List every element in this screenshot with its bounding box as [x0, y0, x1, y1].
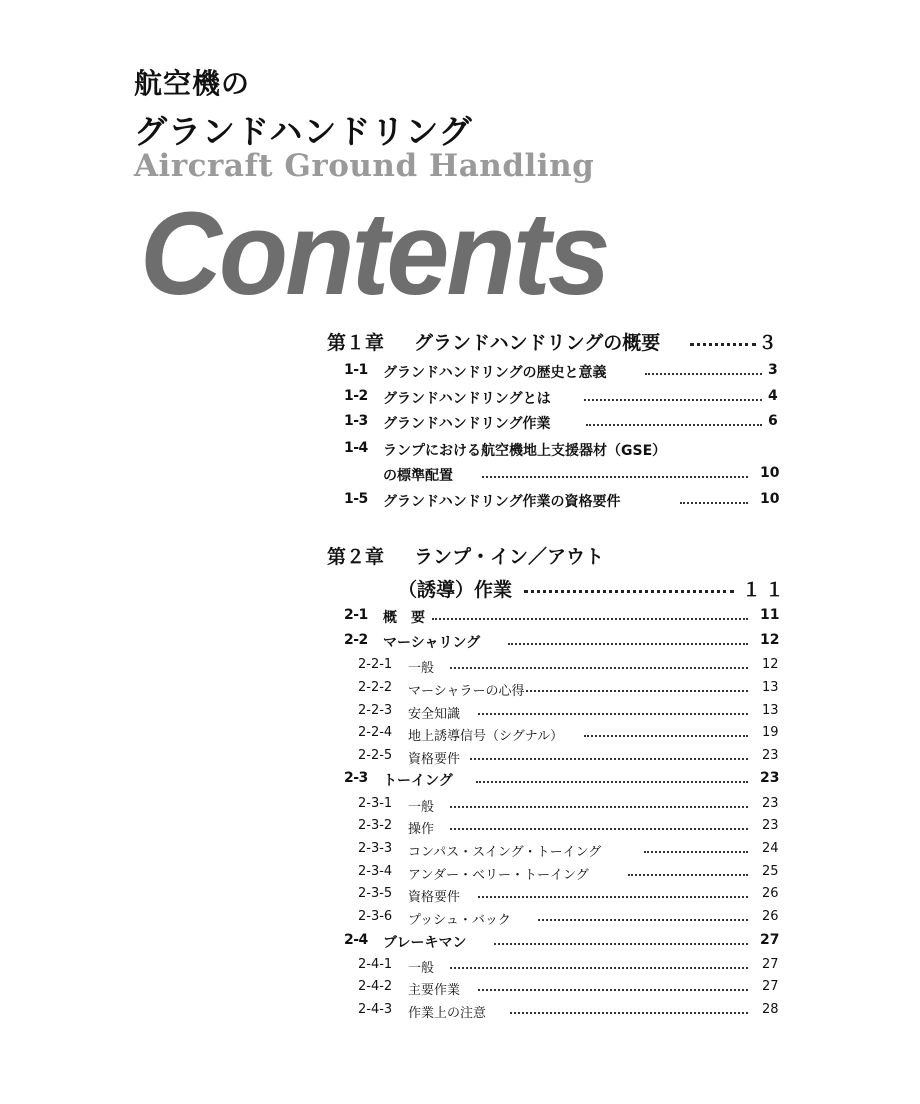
entry-number: 2-3-6	[358, 909, 393, 924]
entry-number: 2-2-3	[358, 703, 393, 718]
entry-page: 3	[768, 362, 778, 378]
entry-number: 2-3-1	[358, 796, 393, 811]
entry-page: 27	[760, 932, 780, 948]
entry-title: プッシュ・バック	[408, 913, 511, 928]
entry-number: 2-3	[344, 770, 368, 786]
dot-leader	[690, 343, 756, 346]
entry-number: 2-2	[344, 632, 368, 648]
entry-number: 2-1	[344, 607, 368, 623]
entry-title: アンダー・ベリー・トーイング	[408, 868, 589, 883]
entry-page: 27	[762, 979, 779, 994]
entry-title: 作業上の注意	[408, 1006, 487, 1021]
entry-page: 11	[760, 607, 780, 623]
entry-number: 1-5	[344, 491, 368, 507]
dot-leader	[508, 643, 748, 645]
dot-leader	[432, 618, 748, 620]
entry-number: 2-2-4	[358, 725, 393, 740]
chapter1-label: 第１章	[327, 332, 385, 354]
chapter2-title-line1: ランプ・イン／アウト	[414, 546, 605, 568]
dot-leader	[450, 806, 748, 808]
entry-number: 2-4-1	[358, 957, 393, 972]
entry-number: 2-2-1	[358, 657, 393, 672]
contents-heading: Contents	[140, 188, 608, 320]
entry-page: 13	[762, 680, 779, 695]
entry-title: 地上誘導信号（シグナル）	[408, 729, 564, 744]
entry-page: 19	[762, 725, 779, 740]
entry-page: 10	[760, 465, 780, 481]
dot-leader	[450, 967, 748, 969]
dot-leader	[482, 476, 748, 478]
entry-title: 資格要件	[408, 890, 461, 905]
entry-title-continued: の標準配置	[383, 468, 453, 484]
entry-number: 2-3-3	[358, 841, 393, 856]
dot-leader	[584, 735, 748, 737]
dot-leader	[494, 943, 748, 945]
entry-page: 23	[762, 818, 779, 833]
entry-title: 主要作業	[408, 983, 461, 998]
entry-number: 2-2-5	[358, 748, 393, 763]
entry-title: 一般	[408, 961, 435, 976]
dot-leader	[586, 424, 762, 426]
chapter2-page: １１	[742, 579, 789, 601]
entry-page: 12	[762, 657, 779, 672]
title-en: Aircraft Ground Handling	[134, 148, 595, 184]
entry-title: 資格要件	[408, 752, 461, 767]
entry-page: 23	[762, 748, 779, 763]
entry-number: 2-3-5	[358, 886, 393, 901]
entry-title: 概 要	[383, 610, 425, 626]
dot-leader	[476, 781, 748, 783]
entry-number: 2-4	[344, 932, 368, 948]
dot-leader	[645, 373, 762, 375]
chapter1-title: グランドハンドリングの概要	[414, 332, 661, 354]
entry-page: 24	[762, 841, 779, 856]
dot-leader	[524, 590, 734, 593]
dot-leader	[680, 502, 748, 504]
entry-page: 23	[760, 770, 780, 786]
entry-page: 27	[762, 957, 779, 972]
entry-page: 10	[760, 491, 780, 507]
entry-title: グランドハンドリングの歴史と意義	[383, 365, 607, 381]
chapter2-label: 第２章	[327, 546, 385, 568]
entry-number: 1-1	[344, 362, 368, 378]
dot-leader	[478, 896, 748, 898]
chapter1-page: ３	[758, 332, 778, 354]
entry-title: 安全知識	[408, 707, 461, 722]
entry-title: コンパス・スイング・トーイング	[408, 845, 602, 860]
entry-title: グランドハンドリング作業の資格要件	[383, 494, 621, 510]
entry-title: ランプにおける航空機地上支援器材（GSE）	[383, 443, 667, 459]
dot-leader	[478, 989, 748, 991]
entry-number: 1-3	[344, 413, 368, 429]
dot-leader	[526, 690, 748, 692]
entry-number: 1-4	[344, 440, 368, 456]
dot-leader	[450, 828, 748, 830]
entry-title: マーシャリング	[383, 635, 481, 651]
entry-page: 26	[762, 886, 779, 901]
entry-page: 28	[762, 1002, 779, 1017]
dot-leader	[538, 919, 748, 921]
dot-leader	[628, 874, 748, 876]
dot-leader	[644, 851, 748, 853]
entry-number: 2-4-3	[358, 1002, 393, 1017]
entry-title: ブレーキマン	[383, 935, 467, 951]
dot-leader	[450, 667, 748, 669]
entry-page: 6	[768, 413, 778, 429]
entry-page: 4	[768, 388, 778, 404]
entry-title: 一般	[408, 800, 435, 815]
entry-number: 1-2	[344, 388, 368, 404]
entry-page: 13	[762, 703, 779, 718]
entry-title: グランドハンドリングとは	[383, 391, 551, 407]
entry-page: 12	[760, 632, 780, 648]
entry-page: 23	[762, 796, 779, 811]
entry-title: マーシャラーの心得	[408, 684, 525, 699]
entry-number: 2-2-2	[358, 680, 393, 695]
entry-page: 25	[762, 864, 779, 879]
entry-number: 2-3-2	[358, 818, 393, 833]
chapter2-title-line2: （誘導）作業	[398, 579, 513, 601]
entry-title: グランドハンドリング作業	[383, 416, 551, 432]
entry-number: 2-3-4	[358, 864, 393, 879]
entry-title: 一般	[408, 661, 435, 676]
dot-leader	[584, 399, 762, 401]
entry-title: 操作	[408, 822, 435, 837]
entry-number: 2-4-2	[358, 979, 393, 994]
title-jp-line1: 航空機の	[134, 67, 251, 100]
entry-page: 26	[762, 909, 779, 924]
dot-leader	[478, 713, 748, 715]
dot-leader	[510, 1012, 748, 1014]
dot-leader	[470, 758, 748, 760]
entry-title: トーイング	[383, 773, 453, 789]
title-jp-line2: グランドハンドリング	[134, 112, 473, 151]
